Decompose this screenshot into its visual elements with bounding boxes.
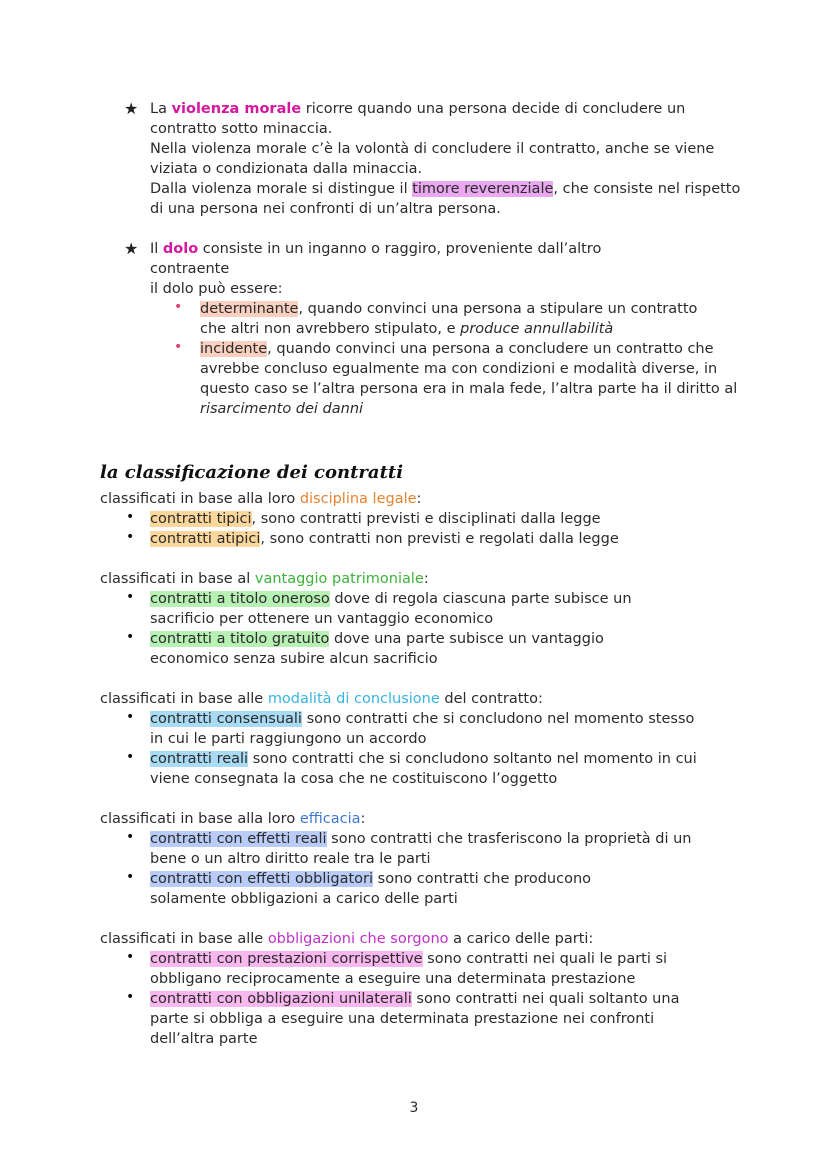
- bullet-dot-icon: •: [126, 949, 135, 965]
- bullet-dot-icon: •: [126, 529, 135, 545]
- obbligazioni-keyword: obbligazioni che sorgono: [267, 931, 449, 947]
- list-item: • contratti reali sono contratti che si concludono soltanto nel momento in cui viene consegnata la cosa che ne costituiscono l’oggetto: [126, 749, 697, 787]
- violenza-line3: Dalla violenza morale si distingue il timore reverenziale, che consiste nel rispetto di una persona nei confronti di un’altra persona.: [150, 181, 741, 217]
- list-item: • contratti con effetti reali sono contratti che trasferiscono la proprietà di un bene o un altro diritto reale tra le parti: [126, 829, 692, 867]
- determinante-highlight: determinante: [200, 301, 299, 317]
- bullet-dot-icon: •: [174, 339, 183, 355]
- bullet-dot-icon: •: [174, 299, 183, 315]
- page-number: 3: [409, 1100, 419, 1116]
- timore-reverenziale-highlight: timore reverenziale: [412, 181, 554, 197]
- vantaggio-patrimoniale-keyword: vantaggio patrimoniale: [254, 571, 424, 587]
- disciplina-legale-keyword: disciplina legale: [299, 491, 417, 507]
- bullet-dot-icon: •: [126, 709, 135, 725]
- list-item: • contratti con effetti obbligatori sono contratti che producono solamente obbligazioni a carico delle parti: [126, 869, 592, 907]
- violenza-morale-block: [124, 99, 750, 219]
- list-item: • contratti consensuali sono contratti che si concludono nel momento stesso in cui le parti raggiungono un accordo: [126, 709, 695, 747]
- list-item: • contratti con prestazioni corrispettive sono contratti nei quali le parti si obbligano reciprocamente a eseguire una determinata prestazione: [126, 949, 668, 987]
- bullet-dot-icon: •: [126, 989, 135, 1005]
- list-item: • contratti con obbligazioni unilaterali sono contratti nei quali soltanto una parte si obbliga a eseguire una determinata prestazione nei confronti dell’altra parte: [126, 989, 680, 1047]
- violenza-paragraph: La violenza morale ricorre quando una persona decide di concludere un contratto sotto minaccia.: [150, 101, 686, 137]
- bullet-dot-icon: •: [126, 629, 135, 645]
- bullet-dot-icon: •: [126, 869, 135, 885]
- list-item: • contratti tipici, sono contratti previsti e disciplinati dalla legge: [126, 509, 601, 527]
- section-vantaggio-patrimoniale: classificati in base al vantaggio patrimoniale: • contratti a titolo oneroso dove di regola ciascuna parte subisce un sacrificio per ottenere un vantaggio economico • contratti a titolo gratuito dove una parte subisce un vantaggio economico senza subire alcun sacrificio: [100, 569, 740, 669]
- section-disciplina-legale: classificati in base alla loro disciplina legale: • contratti tipici, sono contratti previsti e disciplinati dalla legge • contratti atipici, sono contratti non previsti e regolati dalla legge: [100, 489, 740, 549]
- section-efficacia: classificati in base alla loro efficacia: • contratti con effetti reali sono contratti che trasferiscono la proprietà di un bene o un altro diritto reale tra le parti • contratti con effetti obbligatori sono contratti che producono solamente obbligazioni a carico delle parti: [100, 809, 740, 909]
- section-title: la classificazione dei contratti: [100, 462, 404, 483]
- violenza-term: violenza morale: [171, 101, 302, 117]
- star-bullet-icon: ★: [124, 99, 139, 118]
- efficacia-keyword: efficacia: [299, 811, 361, 827]
- section-obbligazioni: classificati in base alle obbligazioni che sorgono a carico delle parti: • contratti con prestazioni corrispettive sono contratti nei quali le parti si obbligano reciprocamente a eseguire una determinata prestazione • contratti con obbligazioni unilaterali sono contratti nei quali soltanto una parte si obbliga a eseguire una determinata prestazione nei confronti dell’altra parte: [100, 929, 740, 1049]
- dolo-term: dolo: [162, 241, 199, 257]
- list-item: • contratti atipici, sono contratti non previsti e regolati dalla legge: [126, 529, 619, 547]
- bullet-dot-icon: •: [126, 829, 135, 845]
- list-item: • contratti a titolo oneroso dove di regola ciascuna parte subisce un sacrificio per ottenere un vantaggio economico: [126, 589, 632, 627]
- incidente-highlight: incidente: [200, 341, 268, 357]
- violenza-line2: Nella violenza morale c’è la volontà di concludere il contratto, anche se viene viziata o condizionata dalla minaccia.: [150, 141, 715, 177]
- dolo-item-incidente: • incidente, quando convinci una persona a concludere un contratto che avrebbe concluso egualmente ma con condizioni e modalità diverse, in questo caso se l’altra persona era in mala fede, l’altra parte ha il diritto al risarcimento dei danni: [174, 339, 738, 417]
- section-modalita-conclusione: classificati in base alle modalità di conclusione del contratto: • contratti consensuali sono contratti che si concludono nel momento stesso in cui le parti raggiungono un accordo • contratti reali sono contratti che si concludono soltanto nel momento in cui viene consegnata la cosa che ne costituiscono l’oggetto: [100, 689, 740, 789]
- list-item: • contratti a titolo gratuito dove una parte subisce un vantaggio economico senza subire alcun sacrificio: [126, 629, 604, 667]
- bullet-dot-icon: •: [126, 589, 135, 605]
- dolo-line2: il dolo può essere:: [150, 281, 283, 297]
- bullet-dot-icon: •: [126, 749, 135, 765]
- star-bullet-icon: ★: [124, 239, 139, 258]
- dolo-block: [124, 239, 750, 419]
- dolo-item-determinante: • determinante, quando convinci una persona a stipulare un contratto che altri non avrebbero stipulato, e produce annullabilità: [174, 299, 698, 337]
- modalita-conclusione-keyword: modalità di conclusione: [267, 691, 440, 707]
- dolo-paragraph: Il dolo consiste in un inganno o raggiro, proveniente dall’altro contraente: [150, 241, 602, 277]
- bullet-dot-icon: •: [126, 509, 135, 525]
